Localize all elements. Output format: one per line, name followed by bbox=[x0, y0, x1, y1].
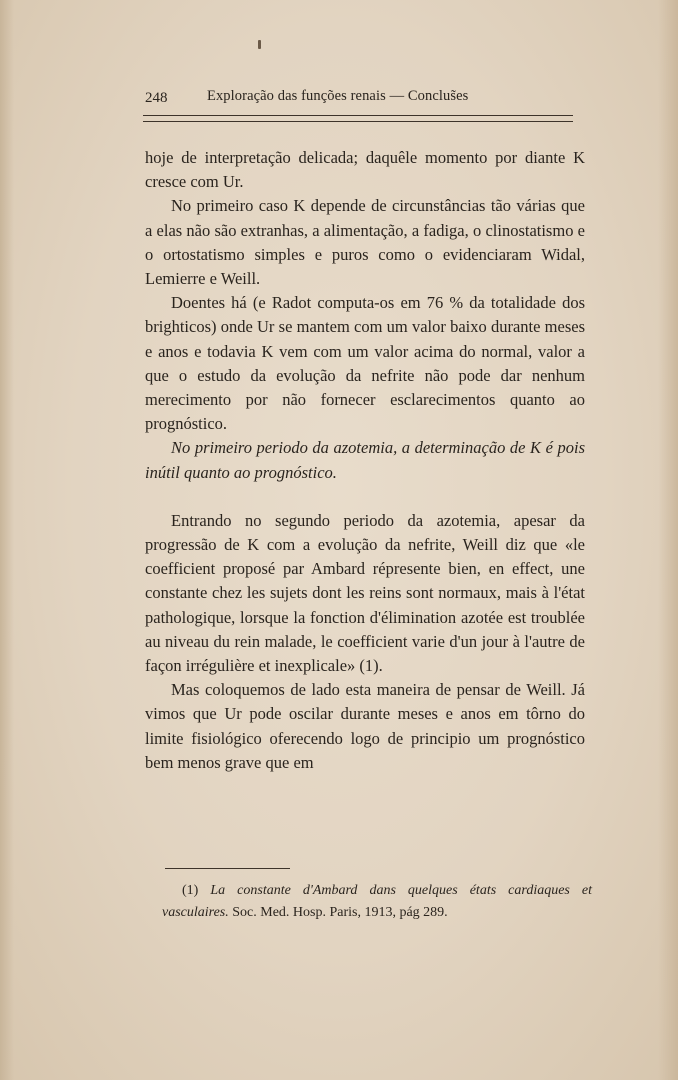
ink-mark bbox=[258, 40, 261, 49]
paragraph-5: Entrando no segundo periodo da azotemia, apesar da progressão de K com a evolução da nefrite, Weill diz que «le coefficient proposé par Ambard répresente bien, en effect, une constante chez les sujets dont les reins sont normaux, mais à l'état pathologique, lorsque la fonction d'élimination azotée est troublée au niveau du rein malade, le coefficient varie d'un jour à l'autre de façon irrégulière et inexplicale» (1). bbox=[145, 510, 585, 676]
paragraph-4-conclusion: No primeiro periodo da azotemia, a determinação de K é pois inútil quanto ao prognóstico. bbox=[145, 438, 585, 482]
paragraph-6: Mas coloquemos de lado esta maneira de pensar de Weill. Já vimos que Ur pode oscilar durante meses e anos em tôrno do limite fisiológico oferecendo logo de principio um prognóstico bem menos grave que em bbox=[145, 680, 585, 772]
page-number: 248 bbox=[145, 90, 168, 106]
body-text bbox=[145, 146, 585, 775]
footnote bbox=[162, 880, 592, 924]
header-rule-top bbox=[143, 115, 573, 116]
paragraph-3: Doentes há (e Radot computa-os em 76 % da totalidade dos brighticos) onde Ur se mantem com um valor baixo durante meses e anos e todavia K vem com um valor acima do normal, valor a que o estudo da evolução da nefrite não pode dar nenhum merecimento por não fornecer esclarecimentos quanto ao prognóstico. bbox=[145, 293, 585, 434]
footnote-marker: (1) bbox=[182, 883, 199, 898]
footnote-reference: Soc. Med. Hosp. Paris, 1913, pág 289. bbox=[232, 905, 448, 920]
header-rule-bottom bbox=[143, 121, 573, 122]
running-title: Exploração das funções renais — Conclus̃es bbox=[207, 88, 469, 104]
footnote-rule bbox=[165, 868, 290, 869]
footnote-title: La constante d'Ambard dans quelques états cardiaques et vasculaires. bbox=[162, 883, 593, 920]
paragraph-1: hoje de interpretação delicada; daquêle momento por diante K cresce com Ur. bbox=[145, 148, 585, 192]
paragraph-2: No primeiro caso K depende de circunstâncias tão várias que a elas não são extranhas, a alimentação, a fadiga, o clinostatismo e o ortostatismo simples e puros como o evidenciaram Widal, Lemierre e Weill. bbox=[145, 196, 585, 289]
page-header bbox=[145, 88, 569, 110]
page-edge-shadow-left bbox=[0, 0, 14, 1080]
page-edge-shadow-right bbox=[658, 0, 678, 1080]
